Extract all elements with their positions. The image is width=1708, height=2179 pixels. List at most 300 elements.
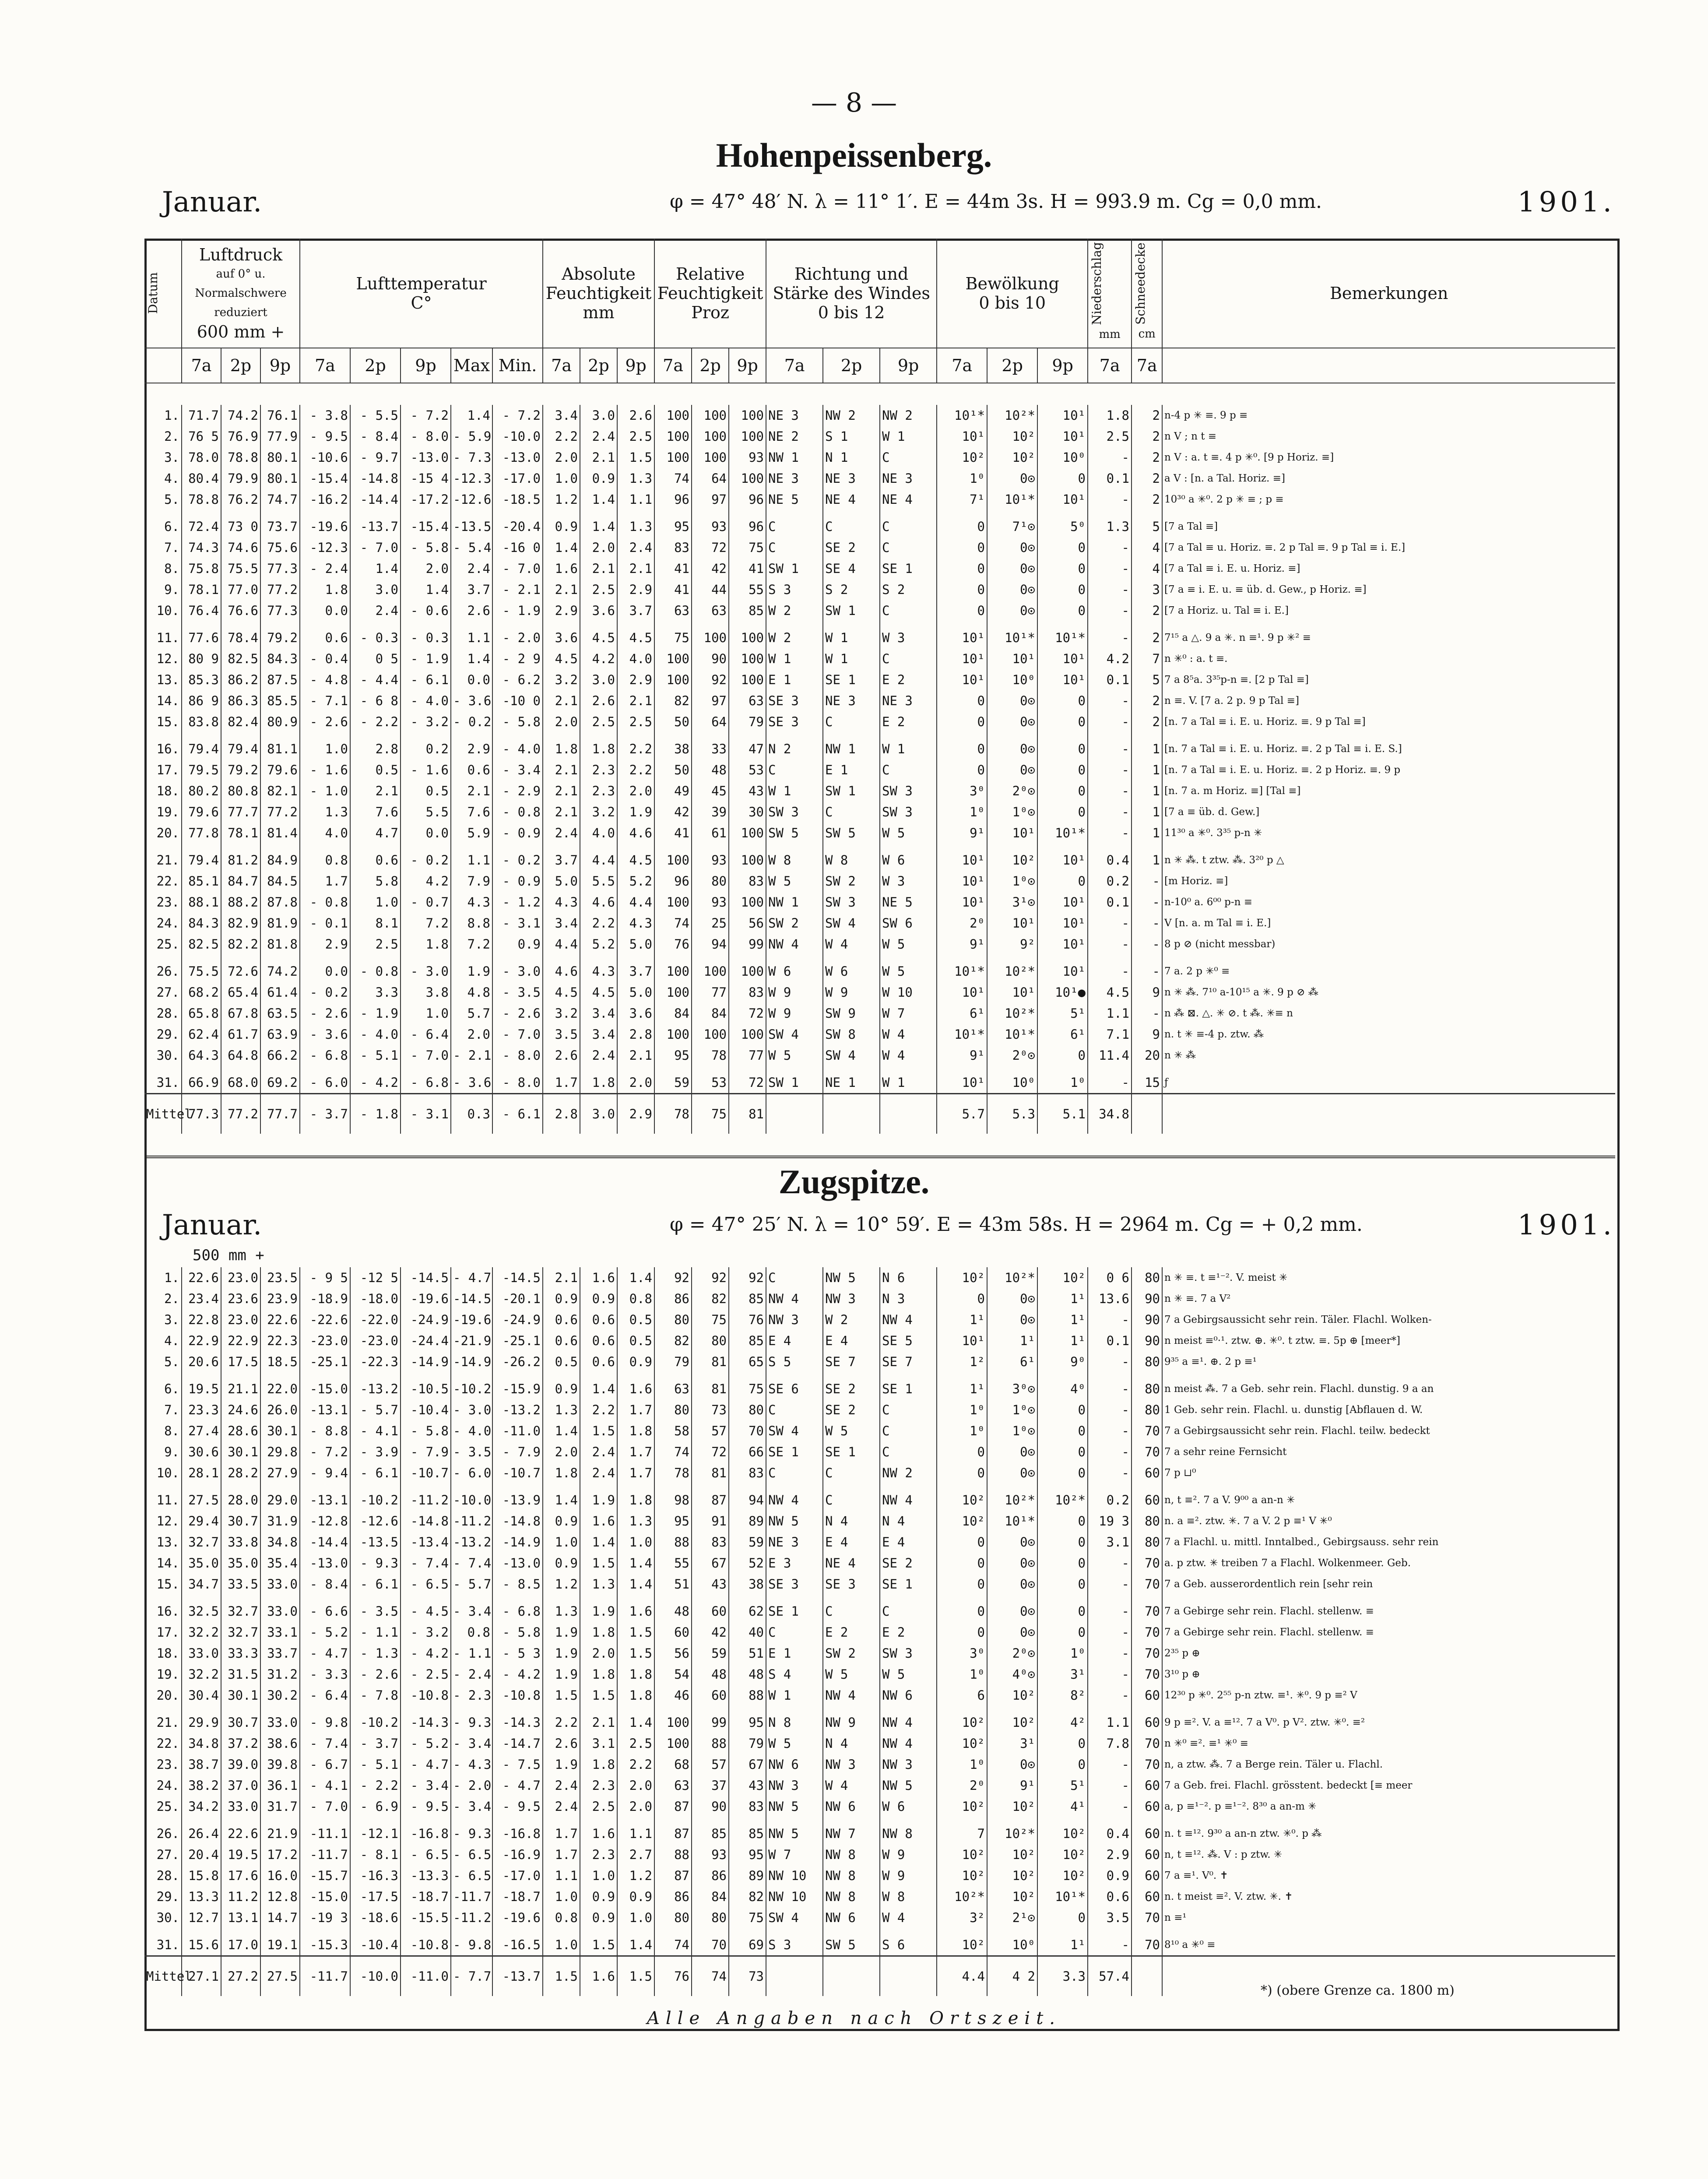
value-cell: 1.8	[617, 1685, 654, 1706]
table-row	[144, 871, 1615, 892]
value-cell: - 6.7	[300, 1754, 350, 1775]
mean-cell: 74	[692, 1956, 729, 1996]
mean-cell: - 1.8	[350, 1094, 401, 1134]
value-cell: - 6.5	[451, 1844, 492, 1865]
date-cell: 17.	[156, 763, 179, 777]
value-cell: 5¹	[1037, 1003, 1088, 1024]
value-cell: 100	[729, 892, 766, 913]
value-cell: 34.8	[182, 1733, 221, 1754]
value-cell: 7.6	[350, 801, 401, 822]
value-cell: 83	[654, 537, 692, 558]
value-cell: 2⁰⊙	[987, 1643, 1037, 1664]
value-cell: -11.7	[300, 1844, 350, 1865]
value-cell: 77.2	[260, 801, 300, 822]
value-cell: -	[1088, 801, 1132, 822]
value-cell: 0	[1037, 780, 1088, 801]
value-cell: 93	[692, 1844, 729, 1865]
value-cell: 34.2	[182, 1796, 221, 1817]
value-cell: 2.6	[451, 600, 492, 621]
value-cell: 0⊙	[987, 1553, 1037, 1574]
table-row	[144, 1934, 1615, 1956]
value-cell: 65.4	[221, 982, 260, 1003]
remark-cell: n, t ≡¹². ⁂. V : p ztw. ✳	[1162, 1844, 1615, 1865]
value-cell: 4.5	[1088, 982, 1132, 1003]
value-cell: 2.9	[543, 600, 580, 621]
row-gap	[144, 1372, 1615, 1378]
value-cell: 2.1	[543, 1267, 580, 1288]
value-cell: 1	[1132, 801, 1162, 822]
value-cell: 80.2	[182, 780, 221, 801]
value-cell: - 7.0	[300, 1796, 350, 1817]
table-row	[144, 627, 1615, 648]
value-cell: 10²	[987, 1685, 1037, 1706]
value-cell: 60	[692, 1601, 729, 1622]
value-cell: 0.6	[580, 1309, 617, 1330]
value-cell: 70	[1132, 1643, 1162, 1664]
remark-cell: n ✳⁰ ≡². ≡¹ ✳⁰ ≡	[1162, 1733, 1615, 1754]
value-cell: 51	[729, 1643, 766, 1664]
value-cell: 60	[1132, 1685, 1162, 1706]
value-cell: 77.3	[260, 558, 300, 579]
value-cell: 100	[654, 1712, 692, 1733]
value-cell: NW 6	[823, 1796, 880, 1817]
value-cell: 10¹*	[937, 961, 987, 982]
value-cell: - 4.7	[451, 1267, 492, 1288]
value-cell: 69.2	[260, 1072, 300, 1094]
value-cell: 10²	[937, 1712, 987, 1733]
value-cell: 1.6	[617, 1601, 654, 1622]
value-cell: 27.4	[182, 1420, 221, 1441]
value-cell: - 8.4	[350, 426, 401, 447]
value-cell: - 4.2	[492, 1664, 543, 1685]
value-cell: 64	[692, 468, 729, 489]
value-cell: 10¹	[937, 850, 987, 871]
footnote: *) (obere Grenze ca. 1800 m)	[1261, 1983, 1455, 1998]
value-cell: 33.0	[260, 1712, 300, 1733]
value-cell: 2.5	[617, 711, 654, 732]
value-cell: - 1.6	[300, 759, 350, 780]
value-cell: -19 3	[300, 1907, 350, 1928]
value-cell: -13.5	[350, 1532, 401, 1553]
value-cell: 44	[692, 579, 729, 600]
value-cell: - 3.6	[300, 1024, 350, 1045]
value-cell: 0.1	[1088, 1330, 1132, 1351]
value-cell: -12.6	[451, 489, 492, 510]
value-cell: 5.0	[617, 934, 654, 955]
value-cell: -13.7	[350, 516, 401, 537]
value-cell: 1.0	[300, 738, 350, 759]
remark-cell: n ✳ ⁂	[1162, 1045, 1615, 1066]
value-cell: 0	[1037, 1511, 1088, 1532]
value-cell: -10 0	[492, 690, 543, 711]
value-cell: 0.1	[1088, 669, 1132, 690]
value-cell: 2.5	[617, 1733, 654, 1754]
value-cell: 10¹*	[987, 627, 1037, 648]
value-cell: 22.0	[260, 1378, 300, 1399]
value-cell: -	[1088, 1574, 1132, 1595]
value-cell: 0	[1037, 537, 1088, 558]
value-cell: 40	[729, 1622, 766, 1643]
value-cell: 84	[692, 1886, 729, 1907]
mean-row	[144, 1094, 1615, 1134]
value-cell: -15.9	[492, 1378, 543, 1399]
value-cell: 33.5	[221, 1574, 260, 1595]
remark-cell: [n. 7 a Tal ≡ i. E. u. Horiz. ≡. 2 p Tal ≡ i. E. S.]	[1162, 738, 1615, 759]
value-cell: 2.0	[543, 447, 580, 468]
value-cell: - 1.0	[300, 780, 350, 801]
value-cell: - 6.0	[300, 1072, 350, 1094]
value-cell: 4.6	[543, 961, 580, 982]
value-cell: 60	[1132, 1490, 1162, 1511]
value-cell: - 1.2	[492, 892, 543, 913]
value-cell: 82	[654, 1330, 692, 1351]
table-row	[144, 489, 1615, 510]
value-cell: 4	[1132, 558, 1162, 579]
remark-cell: n ✳⁰ : a. t ≡.	[1162, 648, 1615, 669]
value-cell: 0	[1037, 738, 1088, 759]
value-cell: 83	[729, 982, 766, 1003]
date-cell: 2.	[164, 429, 179, 444]
value-cell: 2.5	[350, 934, 401, 955]
value-cell: NW 6	[766, 1754, 823, 1775]
time-cell: 9p	[617, 348, 654, 383]
value-cell: - 7.4	[401, 1553, 451, 1574]
value-cell: SW 3	[823, 892, 880, 913]
value-cell: NW 4	[823, 1685, 880, 1706]
value-cell: E 2	[823, 1622, 880, 1643]
value-cell: 63.5	[260, 1003, 300, 1024]
mean-label: Mittel	[144, 1094, 182, 1134]
value-cell: - 0.7	[401, 892, 451, 913]
table-row	[144, 1664, 1615, 1685]
value-cell: - 2.4	[451, 1664, 492, 1685]
value-cell: 1⁰⊙	[987, 871, 1037, 892]
value-cell: 79.2	[221, 759, 260, 780]
value-cell: 89	[729, 1865, 766, 1886]
table-row	[144, 1574, 1615, 1595]
value-cell: 100	[692, 1024, 729, 1045]
remark-cell: 12³⁰ p ✳⁰. 2⁵⁵ p-n ztw. ≡¹. ✳⁰. 9 p ≡² V	[1162, 1685, 1615, 1706]
value-cell: 2.4	[543, 1775, 580, 1796]
mean-cell	[880, 1956, 937, 1996]
mean-cell: 27.1	[182, 1956, 221, 1996]
value-cell: 5.8	[350, 871, 401, 892]
value-cell: 0	[937, 1441, 987, 1462]
table-row	[144, 738, 1615, 759]
value-cell: C	[766, 516, 823, 537]
value-cell: SE 2	[823, 1399, 880, 1420]
remark-cell: 8 p ⊘ (nicht messbar)	[1162, 934, 1615, 955]
value-cell: 5	[1132, 669, 1162, 690]
remark-cell: [7 a Tal ≡ u. Horiz. ≡. 2 p Tal ≡. 9 p Tal ≡ i. E.]	[1162, 537, 1615, 558]
remark-cell: [7 a Horiz. u. Tal ≡ i. E.]	[1162, 600, 1615, 621]
value-cell: - 0.8	[300, 892, 350, 913]
value-cell: 22.6	[221, 1823, 260, 1844]
value-cell: 3²	[937, 1907, 987, 1928]
value-cell: NE 4	[823, 1553, 880, 1574]
remark-cell: 7 a Geb. frei. Flachl. grösstent. bedeckt [≡ meer	[1162, 1775, 1615, 1796]
value-cell: - 1.6	[401, 759, 451, 780]
value-cell: 87	[654, 1823, 692, 1844]
date-cell: 18.	[156, 784, 179, 798]
value-cell: -11.2	[401, 1490, 451, 1511]
value-cell: 10¹*	[937, 405, 987, 426]
mean-cell	[823, 1956, 880, 1996]
value-cell: 0	[937, 1553, 987, 1574]
value-cell: 1	[1132, 738, 1162, 759]
value-cell: - 8.0	[401, 426, 451, 447]
value-cell: 3⁰	[937, 1643, 987, 1664]
value-cell: - 6.8	[492, 1601, 543, 1622]
value-cell: N 8	[766, 1712, 823, 1733]
value-cell: -13.9	[492, 1490, 543, 1511]
value-cell: 0⊙	[987, 1441, 1037, 1462]
value-cell: 3.5	[543, 1024, 580, 1045]
value-cell: 34.8	[260, 1532, 300, 1553]
remark-cell: 7 a 8⁵a. 3³⁵p-n ≡. [2 p Tal ≡]	[1162, 669, 1615, 690]
value-cell: 1.1	[451, 627, 492, 648]
value-cell: 33.0	[260, 1601, 300, 1622]
value-cell: 2⁰	[937, 913, 987, 934]
value-cell: 1.8	[543, 1462, 580, 1483]
value-cell: 1.3	[543, 1601, 580, 1622]
value-cell: W 1	[880, 738, 937, 759]
value-cell: - 7.2	[300, 1441, 350, 1462]
value-cell: 75	[729, 537, 766, 558]
value-cell: 88.2	[221, 892, 260, 913]
value-cell: SE 3	[766, 711, 823, 732]
row-gap	[144, 1928, 1615, 1934]
value-cell: 30.1	[260, 1420, 300, 1441]
value-cell: NW 9	[823, 1712, 880, 1733]
value-cell: E 3	[766, 1553, 823, 1574]
value-cell: - 1.9	[492, 600, 543, 621]
value-cell: 2.8	[617, 1024, 654, 1045]
value-cell: - 4.1	[350, 1420, 401, 1441]
mean-cell: 1.6	[580, 1956, 617, 1996]
value-cell: 2.0	[451, 1024, 492, 1045]
value-cell: 64.3	[182, 1045, 221, 1066]
value-cell: 2.1	[580, 447, 617, 468]
value-cell: 2.4	[580, 1441, 617, 1462]
value-cell: - 6.5	[451, 1865, 492, 1886]
mean-cell	[766, 1956, 823, 1996]
value-cell: 74.2	[221, 405, 260, 426]
remark-cell: V [n. a. m Tal ≡ i. E.]	[1162, 913, 1615, 934]
value-cell: 38	[654, 738, 692, 759]
value-cell: - 5.5	[350, 405, 401, 426]
value-cell: 38.7	[182, 1754, 221, 1775]
value-cell: 79.6	[182, 801, 221, 822]
header-bemerkungen: Bemerkungen	[1162, 239, 1615, 348]
value-cell: 0.5	[617, 1309, 654, 1330]
value-cell: - 7.8	[350, 1685, 401, 1706]
value-cell: 0.1	[1088, 468, 1132, 489]
value-cell: 1.5	[580, 1420, 617, 1441]
value-cell: 30.1	[221, 1441, 260, 1462]
value-cell: - 2.9	[492, 780, 543, 801]
value-cell: 55	[654, 1553, 692, 1574]
value-cell: 80	[654, 1907, 692, 1928]
remark-cell: 8¹⁰ a ✳⁰ ≡	[1162, 1934, 1615, 1956]
table-row	[144, 822, 1615, 843]
value-cell: 1.3	[1088, 516, 1132, 537]
value-cell: -14.9	[401, 1351, 451, 1372]
value-cell: 25	[692, 913, 729, 934]
header-schneedecke: Schneedecke cm	[1132, 239, 1162, 348]
value-cell: 2.1	[543, 579, 580, 600]
value-cell: 70	[1132, 1441, 1162, 1462]
value-cell: -25.1	[492, 1330, 543, 1351]
value-cell: - 0.2	[300, 982, 350, 1003]
value-cell: W 5	[880, 961, 937, 982]
value-cell: 39	[692, 801, 729, 822]
value-cell: 38.2	[182, 1775, 221, 1796]
value-cell: 94	[729, 1490, 766, 1511]
mean-cell	[1132, 1094, 1162, 1134]
value-cell: SW 5	[766, 822, 823, 843]
value-cell: - 7.3	[451, 447, 492, 468]
remark-cell: n-10⁰ a. 6⁰⁰ p-n ≡	[1162, 892, 1615, 913]
value-cell: 1.8	[617, 1490, 654, 1511]
value-cell: 7.2	[451, 934, 492, 955]
value-cell: C	[766, 537, 823, 558]
value-cell: 0.0	[300, 600, 350, 621]
date-cell: 10.	[156, 603, 179, 618]
value-cell: 1⁰⊙	[987, 801, 1037, 822]
value-cell: 4.5	[543, 982, 580, 1003]
value-cell: 1.6	[580, 1823, 617, 1844]
page-number: — 8 —	[811, 88, 897, 118]
value-cell: 30.1	[221, 1685, 260, 1706]
date-cell: 17.	[156, 1625, 179, 1640]
value-cell: 65.8	[182, 1003, 221, 1024]
value-cell: 13.1	[221, 1907, 260, 1928]
value-cell: SE 3	[823, 1574, 880, 1595]
value-cell: 10¹	[937, 648, 987, 669]
value-cell: N 1	[823, 447, 880, 468]
value-cell: 0.5	[350, 759, 401, 780]
value-cell: - 6.4	[401, 1024, 451, 1045]
value-cell: 21.1	[221, 1378, 260, 1399]
value-cell: 4.0	[300, 822, 350, 843]
value-cell: 4¹	[1037, 1796, 1088, 1817]
date-cell: 16.	[156, 1604, 179, 1619]
value-cell: 51	[654, 1574, 692, 1595]
value-cell: 68.2	[182, 982, 221, 1003]
date-cell: 29.	[156, 1027, 179, 1042]
mean-cell: -11.7	[300, 1956, 350, 1996]
value-cell: 15.8	[182, 1865, 221, 1886]
value-cell: -20.4	[492, 516, 543, 537]
value-cell: - 9.5	[401, 1796, 451, 1817]
value-cell: 70	[1132, 1601, 1162, 1622]
value-cell: 1.6	[543, 558, 580, 579]
value-cell: 87.5	[260, 669, 300, 690]
value-cell: 0	[1037, 871, 1088, 892]
value-cell: - 8.0	[492, 1072, 543, 1094]
value-cell: 2.4	[580, 1462, 617, 1483]
value-cell: 78.0	[182, 447, 221, 468]
value-cell: 1.7	[300, 871, 350, 892]
station-title-hohenpeissenberg: Hohenpeissenberg.	[716, 136, 992, 174]
value-cell: 79	[729, 1733, 766, 1754]
value-cell: 77	[692, 982, 729, 1003]
value-cell: - 3.3	[300, 1664, 350, 1685]
value-cell: 97	[692, 489, 729, 510]
value-cell: - 6.2	[492, 669, 543, 690]
value-cell: -	[1088, 1441, 1132, 1462]
value-cell: 0	[1037, 1045, 1088, 1066]
table-row	[144, 1553, 1615, 1574]
date-cell: 27.	[156, 985, 179, 1000]
remark-cell: 11³⁰ a ✳⁰. 3³⁵ p-n ✳	[1162, 822, 1615, 843]
value-cell: 9⁰	[1037, 1351, 1088, 1372]
value-cell: 0 5	[350, 648, 401, 669]
value-cell: 2.9	[617, 669, 654, 690]
mean-label: Mittel	[144, 1956, 182, 1996]
coordinates: φ = 47° 25′ N. λ = 10° 59′. E = 43m 58s. H = 2964 m. Cg = + 0,2 mm.	[670, 1213, 1363, 1236]
value-cell: 77	[729, 1045, 766, 1066]
value-cell: - 2.3	[451, 1685, 492, 1706]
mean-cell: 0.3	[451, 1094, 492, 1134]
value-cell: - 2.2	[350, 711, 401, 732]
value-cell: 0.9	[580, 1886, 617, 1907]
value-cell: 10¹*	[987, 1511, 1037, 1532]
value-cell: 37	[692, 1775, 729, 1796]
value-cell: 85.3	[182, 669, 221, 690]
value-cell: - 2.2	[350, 1775, 401, 1796]
value-cell: 89	[729, 1511, 766, 1532]
table-row	[144, 913, 1615, 934]
value-cell: 0.9	[580, 468, 617, 489]
value-cell: 66	[729, 1441, 766, 1462]
value-cell: 1.3	[580, 1574, 617, 1595]
value-cell: 2.1	[543, 690, 580, 711]
value-cell: W 1	[880, 1072, 937, 1094]
value-cell: -10.8	[492, 1685, 543, 1706]
value-cell: 3.3	[350, 982, 401, 1003]
value-cell: 84.7	[221, 871, 260, 892]
value-cell: - 5.7	[451, 1574, 492, 1595]
value-cell: -13.0	[401, 447, 451, 468]
value-cell: 0.8	[300, 850, 350, 871]
remark-cell: n ✳ ⁂. 7¹⁰ a-10¹⁵ a ✳. 9 p ⊘ ⁂	[1162, 982, 1615, 1003]
value-cell: 2.9	[617, 579, 654, 600]
value-cell: 0.9	[543, 516, 580, 537]
value-cell: 0	[1037, 801, 1088, 822]
value-cell: 1.2	[543, 489, 580, 510]
value-cell: 73	[692, 1399, 729, 1420]
value-cell: SW 4	[766, 1907, 823, 1928]
value-cell: 57	[692, 1754, 729, 1775]
value-cell: - 3.4	[451, 1601, 492, 1622]
value-cell: 0.6	[451, 759, 492, 780]
value-cell: - 1.9	[350, 1003, 401, 1024]
value-cell: 79	[729, 711, 766, 732]
value-cell: 92	[654, 1267, 692, 1288]
value-cell: 1¹	[1037, 1309, 1088, 1330]
value-cell: 10²	[987, 1886, 1037, 1907]
value-cell: 100	[692, 426, 729, 447]
value-cell: - 4.0	[350, 1024, 401, 1045]
table-row	[144, 1072, 1615, 1094]
value-cell: 33.0	[182, 1643, 221, 1664]
mean-cell: -11.0	[401, 1956, 451, 1996]
value-cell: 10²*	[987, 1490, 1037, 1511]
value-cell: 0⊙	[987, 759, 1037, 780]
value-cell: 74	[654, 1441, 692, 1462]
